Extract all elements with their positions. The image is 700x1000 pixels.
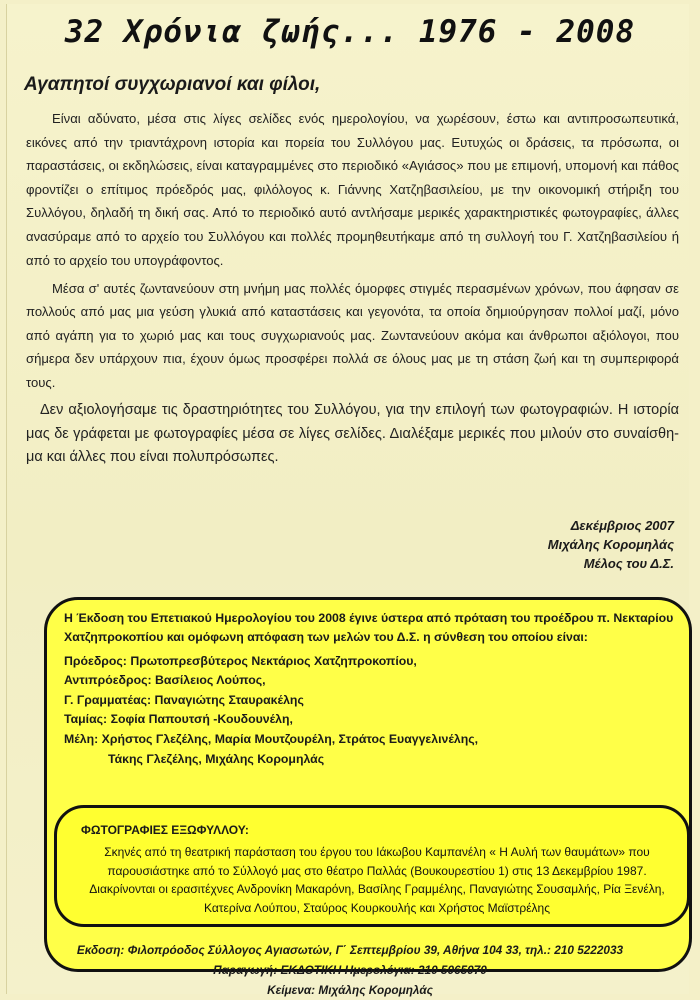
board-intro-text: Η Έκδοση του Επετιακού Ημερολογίου του 2008 έγινε ύστερα από πρόταση του προέδρου π. Νεκταρίου Χατζηπροκοπίου και ομόφωνη απόφαση των μελών του Δ.Σ. η σύνθεση του οποίου είναι: <box>64 611 674 645</box>
cover-photos-title: ΦΩΤΟΓΡΑΦΙΕΣ ΕΞΩΦΥΛΛΟΥ: <box>81 823 249 837</box>
letter-paragraph: Είναι αδύνατο, μέσα στις λίγες σελίδες ενός ημερολογίου, να χωρέσουν, έστω και αντιπροσωπευτικά, εικόνες από την τριαντάχρονη ιστορία και πορεία του Συλλόγου μας. Ευτυχώς οι δράσεις, τα πρόσωπα, οι παραστάσεις, οι εκδηλώσεις, είναι καταγραμμένες στο περιοδικό «Αγιάσος» που με επιμονή, υπομονή και πάθος φροντίζει ο επίτιμος πρόεδρός μας, φιλόλογος κ. Γιάννης Χατζηβασιλείου, με την οικονομική στήριξη του Συλλόγου, δηλαδή τη δική σας. Από το περιοδικό αυτό αντλήσαμε μερικές χαρακτηριστικές φωτογραφίες, άλλες ανασύραμε από το αρχείο του Συλλόγου και πολλές προμηθευτήκαμε από τη συλλογή του Γ. Χατζηβασιλείου ή από το αρχείο του υπογράφοντος. <box>26 111 679 268</box>
board-member-item: Γ. Γραμματέας: Παναγιώτης Σταυρακέλης <box>64 692 304 707</box>
board-member-item: Αντιπρόεδρος: Βασίλειος Λούπος, <box>64 673 266 688</box>
board-member-item: Ταμίας: Σοφία Παπουτσή -Κουδουνέλη, <box>64 712 293 727</box>
cover-photos-box <box>54 805 690 927</box>
letter-body <box>26 107 679 474</box>
page-title: 32 Χρόνια ζωής... 1976 - 2008 <box>64 14 636 50</box>
board-members-list <box>64 652 679 770</box>
footer-production: Παραγωγή: ΕΚΔΟΤΙΚΗ Ημερολόγια: 210 5065070 <box>213 963 487 977</box>
footer-texts: Κείμενα: Μιχάλης Κορομηλάς <box>267 983 433 997</box>
board-member-item: Τάκης Γλεζέλης, Μιχάλης Κορομηλάς <box>108 751 325 766</box>
footer-edition: Εκδοση: Φιλοπρόοδος Σύλλογος Αγιασωτών, Γ΄ Σεπτεμβρίου 39, Αθήνα 104 33, τηλ.: 210 5222033 <box>76 943 624 957</box>
cover-photos-text: Σκηνές από τη θεατρική παράσταση του έργου του Ιάκωβου Καμπανέλη « Η Αυλή των θαυμάτων» που παρουσιάστηκε από το Σύλλογό μας στο θέατρο Παλλάς (Βουκουρεστίου 1) στις 13 Δεκεμβρίου 1987. Διακρίνονται οι ερασιτέχνες Ανδρονίκη Μακαρόνη, Βασίλης Γραμμέλης, Παναγιώτης Σουσαμλής, Ρία Ξενέλη, Κατερίνα Λούπου, Σταύρος Κουρκουλής και Χρήστος Μαϊστρέλης <box>89 845 665 915</box>
board-member-item: Πρόεδρος: Πρωτοπρεσβύτερος Νεκτάριος Χατζηπροκοπίου, <box>64 653 417 668</box>
letter-greeting: Αγαπητοί συγχωριανοί και φίλοι, <box>24 74 321 95</box>
letter-paragraph: Μέσα σ' αυτές ζωντανεύουν στη μνήμη μας πολλές όμορφες στιγμές περασμένων χρόνων, που άφησαν σε πολλούς από μας μια γεύση γλυκιά από καταστάσεις και γεγονότα, τα οποία δημιούργησαν πολλοί μαζί, μόνο από αγάπη για το χωριό μας και τους συγχωριανούς μας. Ζωντανεύουν ακόμα και άνθρωποι αξιόλογοι, που σήμερα δεν υπάρχουν πια, έχουν όμως προσφέρει πολλά σε όλους μας με τη στάση ζωή και τη συμπεριφορά τους. <box>26 280 679 391</box>
board-info-content <box>64 609 679 769</box>
signature-name: Μιχάλης Κορομηλάς <box>547 537 674 552</box>
publication-footer <box>0 940 700 1000</box>
signature-role: Μέλος του Δ.Σ. <box>583 556 674 571</box>
board-member-item: Μέλη: Χρήστος Γλεζέλης, Μαρία Μουτζουρέλη, Στράτος Ευαγγελινέλης, <box>64 731 479 746</box>
letter-paragraph: Δεν αξιολογήσαμε τις δραστηριότητες του Συλλόγου, για την επιλογή των φωτογραφιών. Η ιστορία μας δε γράφεται με φωτογραφίες μέσα σε λίγες σελίδες. Διαλέξαμε μερικές που μιλούν στο συναίσθη-μα και άλλες που είναι πολυπρόσωπες. <box>26 402 679 466</box>
letter-signature <box>548 516 674 573</box>
signature-date: Δεκέμβριος 2007 <box>570 518 674 533</box>
